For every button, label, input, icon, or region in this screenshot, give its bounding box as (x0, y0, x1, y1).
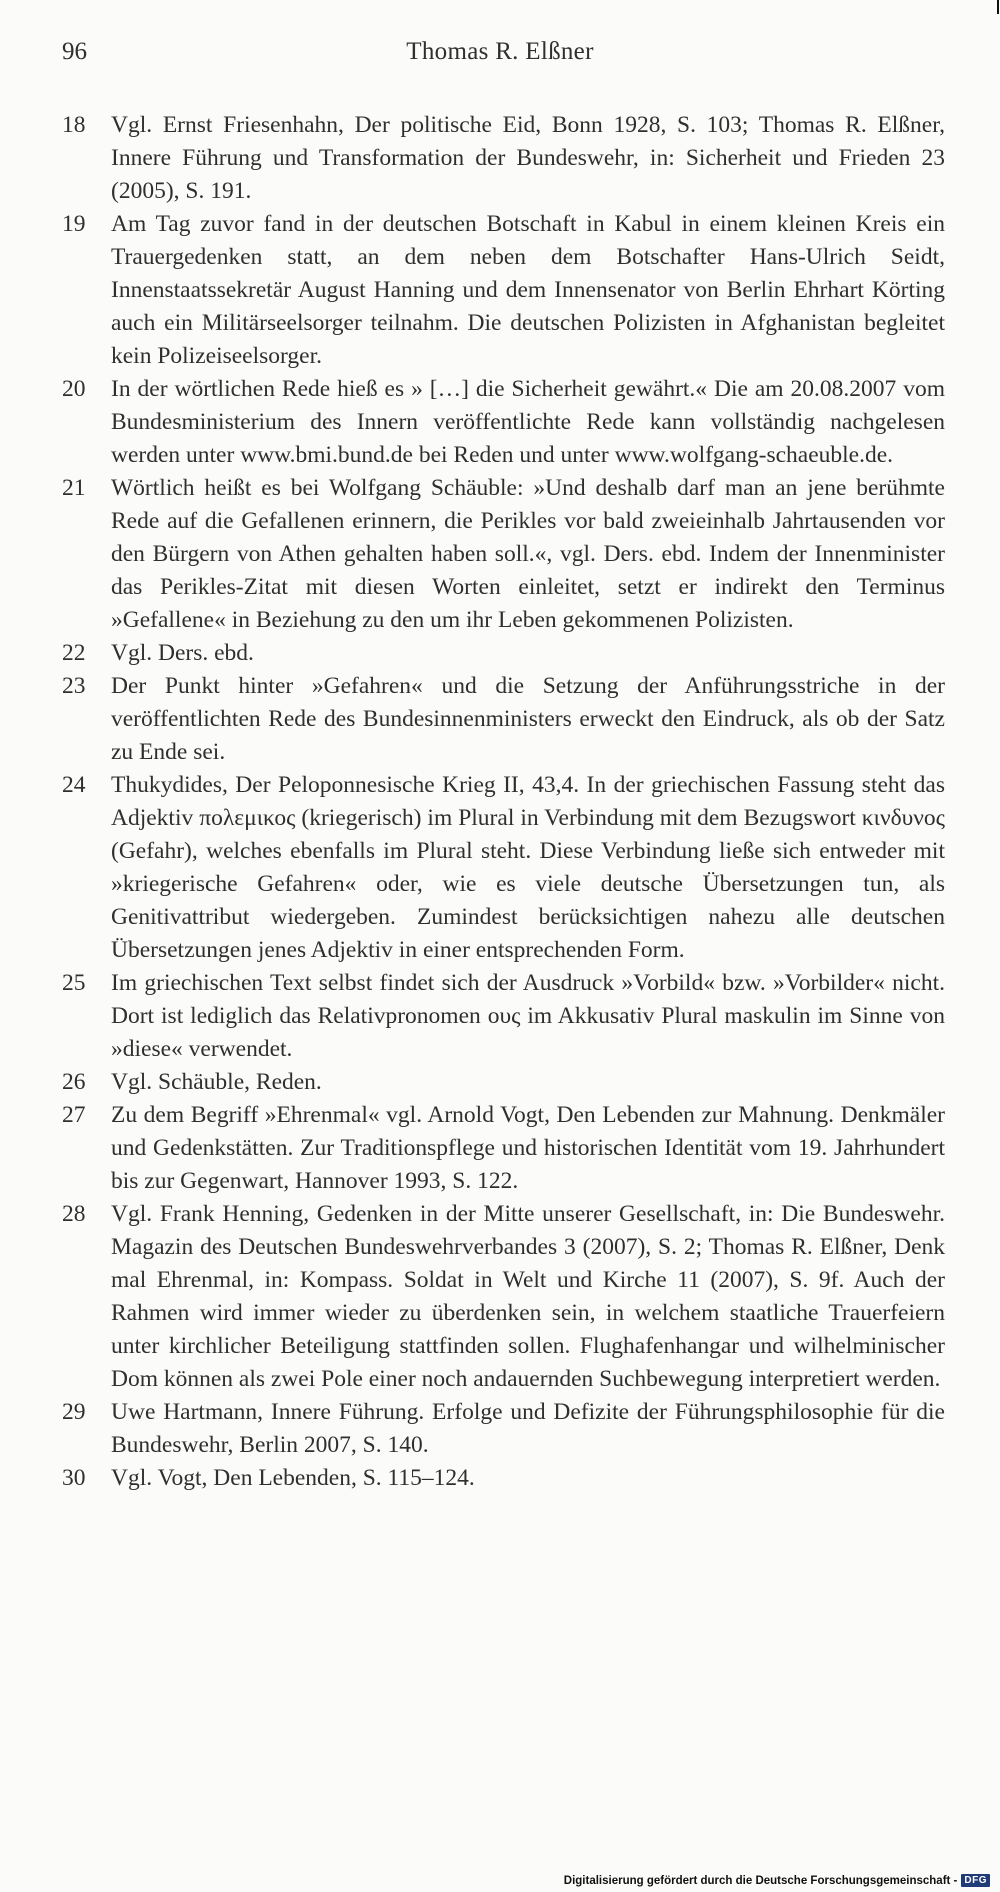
endnotes-list (62, 109, 945, 1495)
endnote-text: Im griechischen Text selbst findet sich der Ausdruck »Vorbild« bzw. »Vorbilder« nicht. Dort ist lediglich das Relativpronomen ους im Akkusativ Plural maskulin im Sinne von »diese« verwendet. (111, 970, 945, 1062)
endnote (62, 109, 945, 208)
endnote (62, 1198, 945, 1396)
endnote (62, 373, 945, 472)
endnote (62, 637, 945, 670)
endnote-text: Der Punkt hinter »Gefahren« und die Setzung der Anführungsstriche in der veröffentlichten Rede des Bundesinnenministers erweckt den Eindruck, als ob der Satz zu Ende sei. (111, 673, 945, 765)
endnote (62, 1066, 945, 1099)
endnote-number: 18 (62, 112, 86, 138)
running-head: Thomas R. Elßner (406, 38, 594, 65)
endnote (62, 670, 945, 769)
endnote-text: Zu dem Begriff »Ehrenmal« vgl. Arnold Vogt, Den Lebenden zur Mahnung. Denkmäler und Gedenkstätten. Zur Traditionspflege und historischen Identität vom 19. Jahrhundert bis zur Gegenwart, Hannover 1993, S. 122. (111, 1102, 945, 1194)
endnote-text: In der wörtlichen Rede hieß es » […] die Sicherheit gewährt.« Die am 20.08.2007 vom Bundesministerium des Innern veröffentlichte Rede kann vollständig nachgelesen werden unter www.bmi.bund.de bei Reden und unter www.wolfgang-schaeuble.de. (111, 376, 945, 468)
endnote (62, 1396, 945, 1462)
endnote-text: Vgl. Ders. ebd. (111, 640, 254, 666)
endnote-number: 25 (62, 970, 86, 996)
endnote-text: Vgl. Schäuble, Reden. (111, 1069, 322, 1095)
endnote-number: 22 (62, 640, 86, 666)
endnote-text: Thukydides, Der Peloponnesische Krieg II, 43,4. In der griechischen Fassung steht das Adjektiv πολεμικος (kriegerisch) im Plural in Verbindung mit dem Bezugswort κινδυνος (Gefahr), welches ebenfalls im Plural steht. Diese Verbindung ließe sich entweder mit »kriegerische Gefahren« oder, wie es viele deutsche Übersetzungen tun, als Genitivattribut wiedergeben. Zumindest berücksichtigen nahezu alle deutschen Übersetzungen jenes Adjektiv in einer entsprechenden Form. (111, 772, 945, 963)
page-header (62, 38, 938, 78)
endnote (62, 1462, 945, 1495)
endnote-number: 20 (62, 376, 86, 402)
page-number: 96 (62, 38, 87, 65)
credit-text: Digitalisierung gefördert durch die Deutsche Forschungsgemeinschaft - (563, 1874, 958, 1887)
endnote-text: Wörtlich heißt es bei Wolfgang Schäuble: »Und deshalb darf man an jene berühmte Rede auf die Gefallenen erinnern, die Perikles vor bald zweieinhalb Jahrtausenden vor den Bürgern von Athen gehalten haben soll.«, vgl. Ders. ebd. Indem der Innenminister das Perikles-Zitat mit diesen Worten einleitet, setzt er indirekt den Terminus »Gefallene« in Beziehung zu den um ihr Leben gekommenen Polizisten. (111, 475, 945, 633)
endnote-number: 30 (62, 1465, 86, 1491)
endnote (62, 1099, 945, 1198)
dfg-logo: DFG (961, 1874, 990, 1887)
endnote-number: 26 (62, 1069, 86, 1095)
endnote-number: 28 (62, 1201, 86, 1227)
endnote (62, 472, 945, 637)
edge-mark (997, 0, 999, 14)
endnote-number: 19 (62, 211, 86, 237)
endnote-number: 27 (62, 1102, 86, 1128)
endnote-number: 21 (62, 475, 86, 501)
endnote-text: Vgl. Ernst Friesenhahn, Der politische Eid, Bonn 1928, S. 103; Thomas R. Elßner, Innere Führung und Transformation der Bundeswehr, in: Sicherheit und Frieden 23 (2005), S. 191. (111, 112, 945, 204)
endnote-text: Uwe Hartmann, Innere Führung. Erfolge und Defizite der Führungsphilosophie für die Bundeswehr, Berlin 2007, S. 140. (111, 1399, 945, 1458)
endnote-text: Vgl. Vogt, Den Lebenden, S. 115–124. (111, 1465, 475, 1491)
digitization-credit (564, 1874, 990, 1887)
endnote-number: 23 (62, 673, 86, 699)
endnote-number: 24 (62, 772, 86, 798)
endnote (62, 769, 945, 967)
endnote-text: Am Tag zuvor fand in der deutschen Botschaft in Kabul in einem kleinen Kreis ein Trauergedenken statt, an dem neben dem Botschafter Hans-Ulrich Seidt, Innenstaatssekretär August Hanning und dem Innensenator von Berlin Ehrhart Körting auch ein Militärseelsorger teilnahm. Die deutschen Polizisten in Afghanistan begleitet kein Polizeiseelsorger. (111, 211, 945, 369)
endnote-number: 29 (62, 1399, 86, 1425)
endnote (62, 967, 945, 1066)
endnote (62, 208, 945, 373)
endnote-text: Vgl. Frank Henning, Gedenken in der Mitte unserer Gesellschaft, in: Die Bundeswehr. Magazin des Deutschen Bundeswehrverbandes 3 (2007), S. 2; Thomas R. Elßner, Denk mal Ehrenmal, in: Kompass. Soldat in Welt und Kirche 11 (2007), S. 9f. Auch der Rahmen wird immer wieder zu überdenken sein, in welchem staatliche Trauerfeiern unter kirchlicher Beteiligung stattfinden sollen. Flughafenhangar und wilhelminischer Dom können als zwei Pole einer noch andauernden Suchbewegung interpretiert werden. (111, 1201, 945, 1392)
